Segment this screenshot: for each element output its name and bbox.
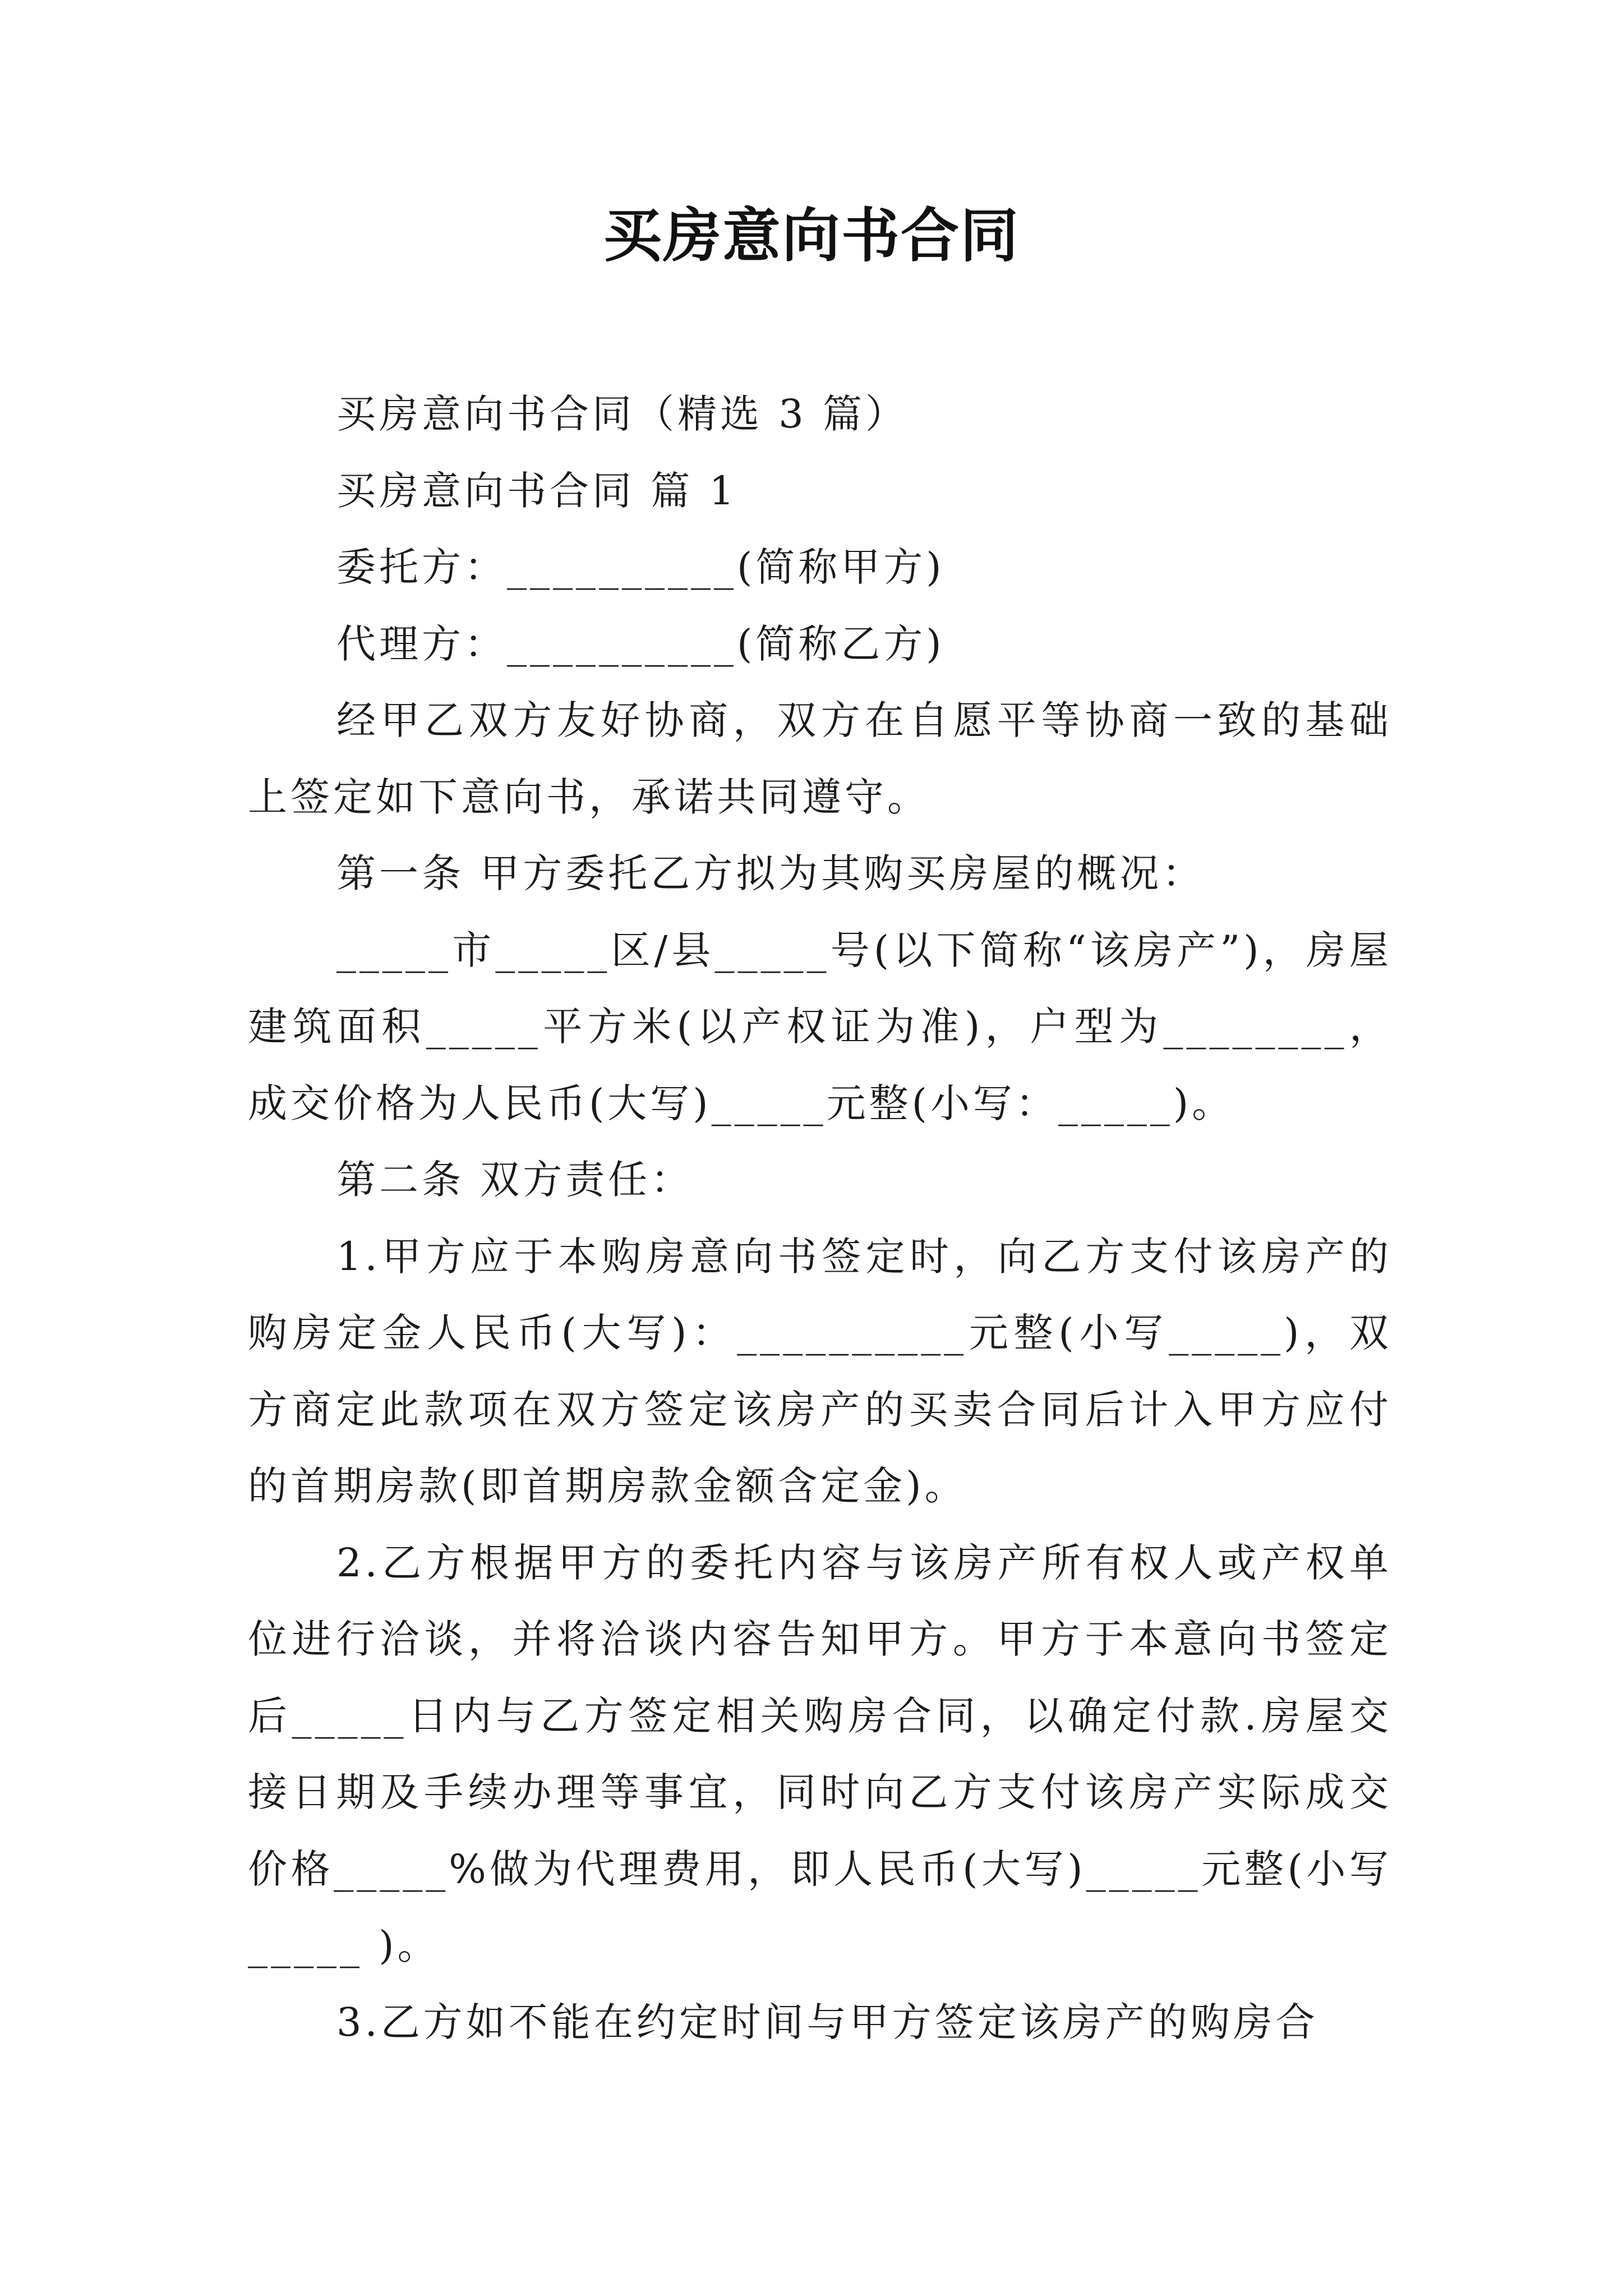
paragraph-article-2-heading: 第二条 双方责任： <box>336 1157 694 1203</box>
paragraph-preamble: 经甲乙双方友好协商，双方在自愿平等协商一致的基础上签定如下意向书，承诺共同遵守。 <box>248 697 1392 820</box>
paragraph-party-a: 委托方：__________(简称甲方) <box>336 544 945 590</box>
paragraph-clause-1: 1.甲方应于本购房意向书签定时，向乙方支付该房产的购房定金人民币(大写)：__________元整(小写_____)，双方商定此款项在双方签定该房产的买卖合同后计入甲方应付的首期房款(即首期房款金额含定金)。 <box>248 1233 1392 1509</box>
paragraph-subtitle: 买房意向书合同（精选 3 篇） <box>336 391 909 437</box>
paragraph-property-details: _____市_____区/县_____号(以下简称“该房产”)，房屋建筑面积_____平方米(以产权证为准)，户型为________，成交价格为人民币(大写)_____元整(小写：_____)。 <box>248 927 1392 1126</box>
document-body <box>248 376 1392 2060</box>
paragraph-clause-2: 2.乙方根据甲方的委托内容与该房产所有权人或产权单位进行洽谈，并将洽谈内容告知甲方。甲方于本意向书签定后_____日内与乙方签定相关购房合同，以确定付款.房屋交接日期及手续办理等事宜，同时向乙方支付该房产实际成交价格_____%做为代理费用，即人民币(大写)_____元整(小写_____ )。 <box>248 1539 1392 1968</box>
paragraph-party-b: 代理方：__________(简称乙方) <box>336 620 945 667</box>
paragraph-section-heading: 买房意向书合同 篇 1 <box>336 467 738 514</box>
paragraph-clause-3: 3.乙方如不能在约定时间与甲方签定该房产的购房合 <box>336 1999 1318 2045</box>
document-title: 买房意向书合同 <box>603 201 1020 270</box>
paragraph-article-1-heading: 第一条 甲方委托乙方拟为其购买房屋的概况： <box>336 850 1205 896</box>
